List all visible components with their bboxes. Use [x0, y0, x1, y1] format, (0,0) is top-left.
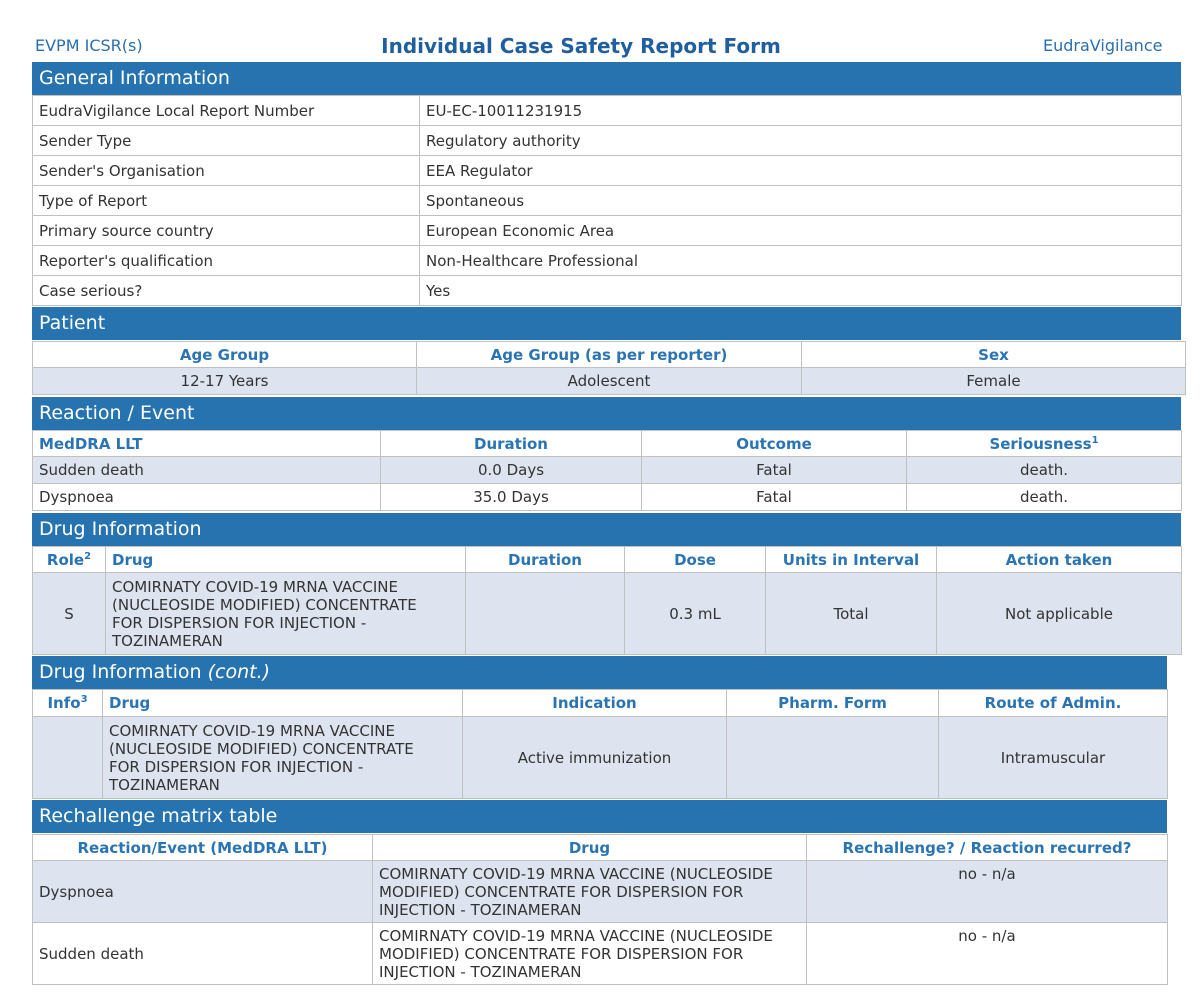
- patient-table: [32, 341, 1186, 395]
- drug-role: S: [33, 573, 106, 655]
- reaction-meddra-llt: Dyspnoea: [33, 484, 381, 511]
- general-field-label: Sender's Organisation: [33, 156, 420, 186]
- rechallenge-drug: COMIRNATY COVID-19 MRNA VACCINE (NUCLEOSIDE MODIFIED) CONCENTRATE FOR DISPERSION FOR INJECTION - TOZINAMERAN: [373, 923, 807, 985]
- drug-header-dose: Dose: [625, 547, 766, 573]
- patient-age-group-reporter: Adolescent: [417, 368, 802, 395]
- drug-header-units-in-interval: Units in Interval: [766, 547, 937, 573]
- section-patient: Patient: [32, 307, 1181, 340]
- rechallenge-table: [32, 834, 1168, 985]
- reaction-outcome: Fatal: [642, 457, 907, 484]
- general-field-value: Spontaneous: [420, 186, 1182, 216]
- general-field-value: EU-EC-10011231915: [420, 96, 1182, 126]
- drug-name: COMIRNATY COVID-19 MRNA VACCINE (NUCLEOSIDE MODIFIED) CONCENTRATE FOR DISPERSION FOR INJECTION - TOZINAMERAN: [106, 573, 466, 655]
- general-field-value: Regulatory authority: [420, 126, 1182, 156]
- reaction-meddra-llt: Sudden death: [33, 457, 381, 484]
- drug-cont-title: Drug Information: [39, 661, 202, 683]
- reaction-header-seriousness: [907, 431, 1182, 457]
- general-field-label: Primary source country: [33, 216, 420, 246]
- general-field-value: EEA Regulator: [420, 156, 1182, 186]
- rechallenge-drug: COMIRNATY COVID-19 MRNA VACCINE (NUCLEOSIDE MODIFIED) CONCENTRATE FOR DISPERSION FOR INJECTION - TOZINAMERAN: [373, 861, 807, 923]
- section-reaction-event: Reaction / Event: [32, 397, 1181, 430]
- drug-cont-header-route: Route of Admin.: [939, 690, 1168, 717]
- general-field-label: Type of Report: [33, 186, 420, 216]
- drug-units-in-interval: Total: [766, 573, 937, 655]
- reaction-header-meddra-llt: MedDRA LLT: [33, 431, 381, 457]
- section-drug-information-cont: [32, 656, 1167, 689]
- general-information-table: [32, 95, 1182, 306]
- role-label: Role: [46, 550, 85, 569]
- table-row: [33, 96, 1182, 126]
- reaction-header-duration: Duration: [381, 431, 642, 457]
- drug-header-drug: Drug: [106, 547, 466, 573]
- drug-duration: [466, 573, 625, 655]
- seriousness-footnote: 1: [1091, 434, 1099, 446]
- header-left-label: EVPM ICSR(s): [35, 36, 143, 55]
- patient-header-age-group: Age Group: [33, 342, 417, 368]
- reaction-seriousness: death.: [907, 484, 1182, 511]
- drug-cont-name: COMIRNATY COVID-19 MRNA VACCINE (NUCLEOSIDE MODIFIED) CONCENTRATE FOR DISPERSION FOR INJECTION - TOZINAMERAN: [103, 717, 463, 799]
- header-right-label: EudraVigilance: [1043, 36, 1163, 55]
- reaction-duration: 35.0 Days: [381, 484, 642, 511]
- seriousness-label: Seriousness: [989, 434, 1092, 453]
- drug-cont-route: Intramuscular: [939, 717, 1168, 799]
- reaction-seriousness: death.: [907, 457, 1182, 484]
- rechallenge-header-drug: Drug: [373, 835, 807, 861]
- table-row: [33, 861, 1168, 923]
- patient-age-group: 12-17 Years: [33, 368, 417, 395]
- general-field-label: Case serious?: [33, 276, 420, 306]
- rechallenge-header-event: Reaction/Event (MedDRA LLT): [33, 835, 373, 861]
- reaction-duration: 0.0 Days: [381, 457, 642, 484]
- table-row: [33, 484, 1182, 511]
- general-field-label: Reporter's qualification: [33, 246, 420, 276]
- table-row: [33, 186, 1182, 216]
- table-row: [33, 276, 1182, 306]
- drug-cont-title-suffix: (cont.): [207, 661, 271, 683]
- rechallenge-result: no - n/a: [807, 861, 1168, 923]
- table-row: [33, 156, 1182, 186]
- general-field-value: European Economic Area: [420, 216, 1182, 246]
- drug-cont-table: [32, 689, 1168, 799]
- reaction-header-outcome: Outcome: [642, 431, 907, 457]
- general-field-value: Non-Healthcare Professional: [420, 246, 1182, 276]
- patient-header-age-group-reporter: Age Group (as per reporter): [417, 342, 802, 368]
- role-footnote: 2: [84, 550, 92, 562]
- rechallenge-result: no - n/a: [807, 923, 1168, 985]
- reaction-table: [32, 430, 1182, 511]
- drug-cont-info: [33, 717, 103, 799]
- drug-cont-header-drug: Drug: [103, 690, 463, 717]
- table-row: [33, 923, 1168, 985]
- drug-cont-indication: Active immunization: [463, 717, 727, 799]
- reaction-outcome: Fatal: [642, 484, 907, 511]
- info-label: Info: [47, 694, 81, 712]
- general-field-label: EudraVigilance Local Report Number: [33, 96, 420, 126]
- page-title: Individual Case Safety Report Form: [381, 34, 781, 58]
- drug-action-taken: Not applicable: [937, 573, 1182, 655]
- drug-header-duration: Duration: [466, 547, 625, 573]
- patient-header-sex: Sex: [802, 342, 1186, 368]
- drug-cont-header-info: [33, 690, 103, 717]
- drug-cont-header-pharm-form: Pharm. Form: [727, 690, 939, 717]
- table-row: [33, 246, 1182, 276]
- patient-sex: Female: [802, 368, 1186, 395]
- table-row: [33, 126, 1182, 156]
- section-general-information: General Information: [32, 62, 1181, 95]
- drug-cont-header-indication: Indication: [463, 690, 727, 717]
- general-field-label: Sender Type: [33, 126, 420, 156]
- rechallenge-header-result: Rechallenge? / Reaction recurred?: [807, 835, 1168, 861]
- info-footnote: 3: [80, 694, 88, 705]
- drug-cont-pharm-form: [727, 717, 939, 799]
- section-rechallenge-matrix: Rechallenge matrix table: [32, 800, 1167, 833]
- drug-header-action-taken: Action taken: [937, 547, 1182, 573]
- table-row: [33, 216, 1182, 246]
- general-field-value: Yes: [420, 276, 1182, 306]
- drug-header-role: [33, 547, 106, 573]
- rechallenge-event: Sudden death: [33, 923, 373, 985]
- drug-dose: 0.3 mL: [625, 573, 766, 655]
- section-drug-information: Drug Information: [32, 513, 1181, 546]
- drug-table: [32, 546, 1182, 655]
- table-row: [33, 457, 1182, 484]
- rechallenge-event: Dyspnoea: [33, 861, 373, 923]
